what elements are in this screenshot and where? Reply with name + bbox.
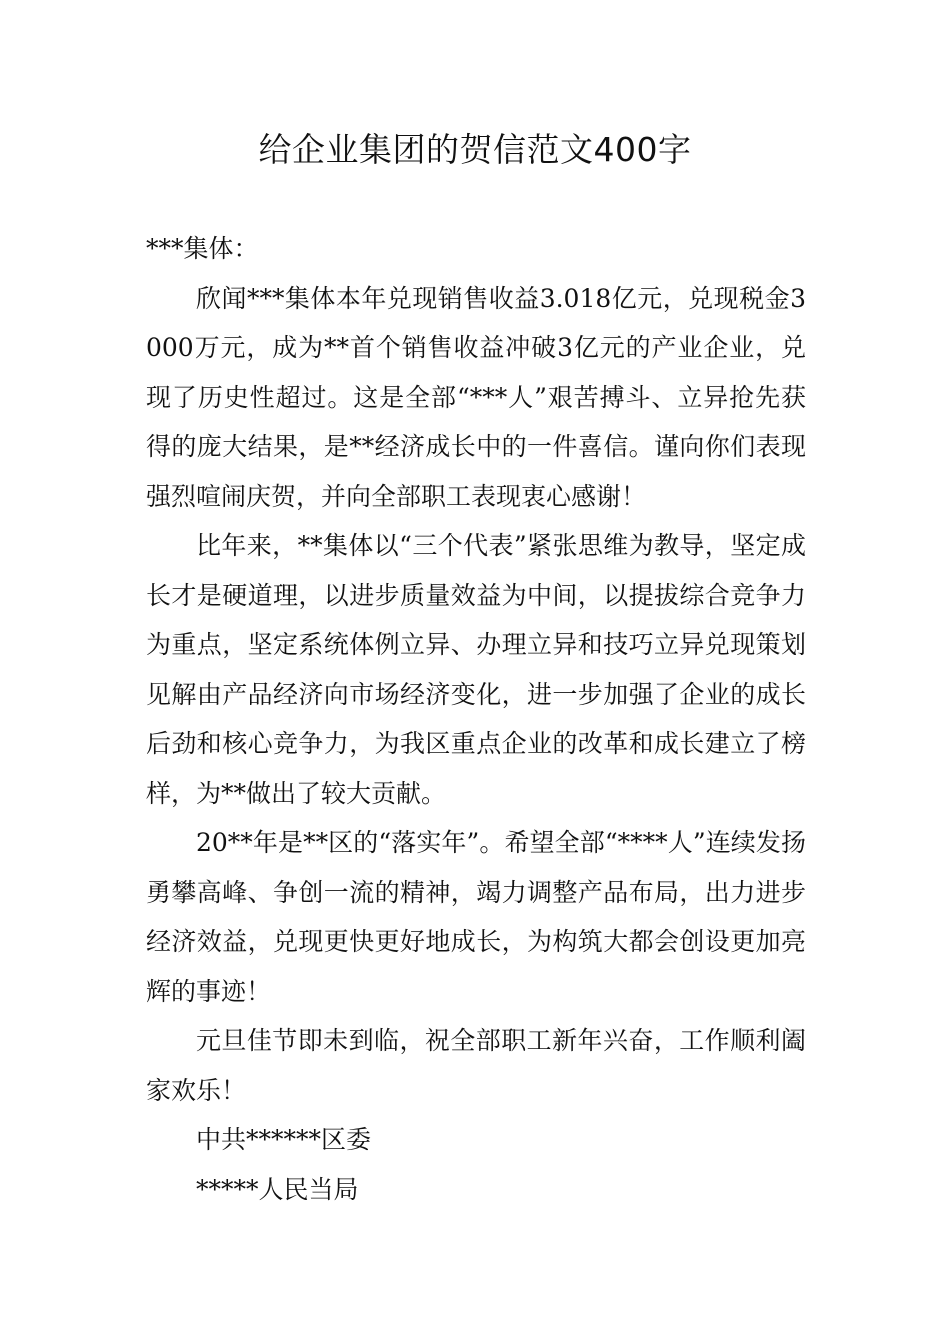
paragraph-new-year-wishes: 元旦佳节即未到临，祝全部职工新年兴奋，工作顺利阖家欢乐！ xyxy=(146,1026,806,1105)
signature-district-committee: 中共******区委 xyxy=(196,1125,372,1154)
paragraph-congratulation: 欣闻***集体本年兑现销售收益3.018亿元，兑现税金3000万元，成为**首个销售收益冲破3亿元的产业企业，兑现了历史性超过。这是全部“***人”艰苦搏斗、立异抢先获得的庞大结果，是**经济成长中的一件喜信。谨向你们表现强烈喧闹庆贺，并向全部职工表现衷心感谢！ xyxy=(146,283,806,511)
paragraph-expectations: 20**年是**区的“落实年”。希望全部“****人”连续发扬勇攀高峰、争创一流的精神，竭力调整产品布局，出力进步经济效益，兑现更快更好地成长，为构筑大都会创设更加亮辉的事迹！ xyxy=(146,828,806,1006)
signature-government: *****人民当局 xyxy=(196,1174,359,1204)
document-title: 给企业集团的贺信范文400字 xyxy=(258,130,692,169)
paragraph-achievements: 比年来，**集体以“三个代表”紧张思维为教导，坚定成长才是硬道理，以进步质量效益为中间，以提拔综合竞争力为重点，坚定系统体例立异、办理立异和技巧立异兑现策划见解由产品经济向市场经济变化，进一步加强了企业的成长后劲和核心竞争力，为我区重点企业的改革和成长建立了榜样，为**做出了较大贡献。 xyxy=(146,531,806,808)
letter-greeting: ***集体： xyxy=(146,234,259,263)
letter-body xyxy=(146,224,806,1214)
